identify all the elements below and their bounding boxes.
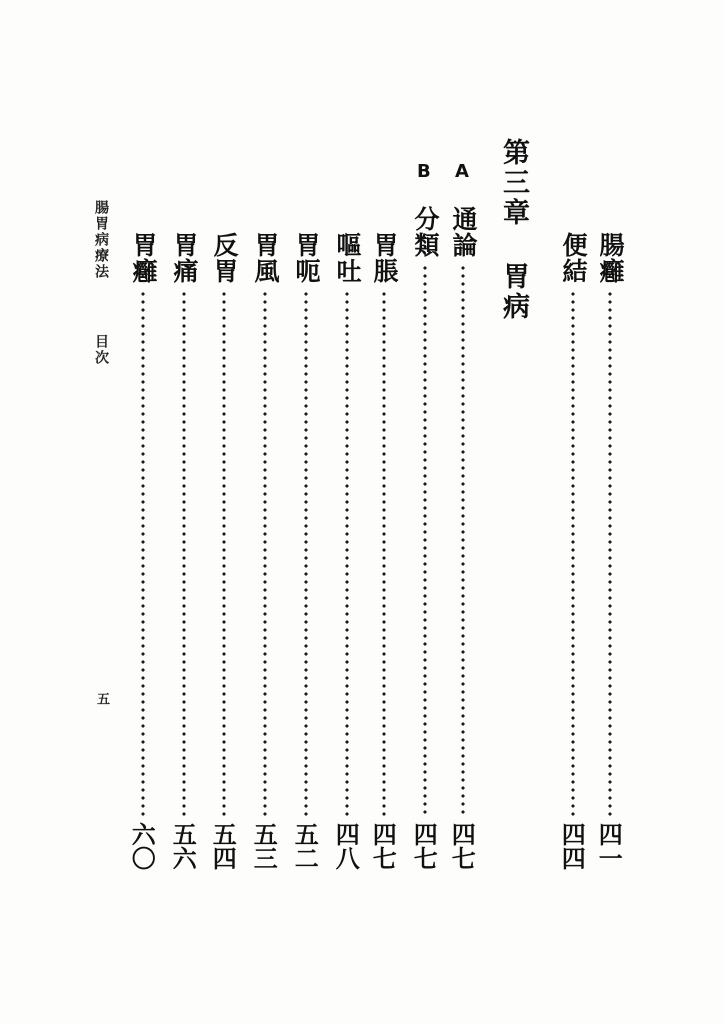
toc-entry-page: 四七 [368,822,398,870]
section-letter: A [455,161,469,182]
page-folio: 五 [94,692,109,705]
leader-dots [222,290,226,818]
toc-entry-page: 五二 [290,822,320,870]
toc-entry-title: 胃癰 [129,232,158,284]
running-header-title: 腸胃病療法 [93,200,109,280]
chapter-label: 第三章 [498,138,529,228]
toc-entry-title: 胃痛 [170,232,199,284]
section-letter: B [417,161,431,182]
toc-section-page: 四七 [447,822,477,870]
toc-entry-page: 五四 [208,822,238,870]
leader-dots [304,290,308,818]
running-header-section: 目次 [93,334,109,366]
toc-entry-page: 六〇 [127,822,157,870]
toc-entry-title: 嘔吐 [333,232,362,284]
toc-entry-title: 胃呃 [292,232,321,284]
toc-entry-title: 胃脹 [370,232,399,284]
toc-entry-page: 四四 [557,822,587,870]
toc-entry-page: 五六 [168,822,198,870]
toc-section-title: 分類 [411,206,440,258]
leader-dots [182,290,186,818]
toc-entry-title: 胃風 [251,232,280,284]
toc-entry-page: 四八 [331,822,361,870]
toc-section-title: 通論 [449,206,478,258]
leader-dots [345,290,349,818]
toc-entry-page: 四一 [594,822,624,870]
leader-dots [608,290,612,818]
leader-dots [461,264,465,818]
toc-entry-title: 便結 [559,232,588,284]
toc-entry-page: 五三 [249,822,279,870]
leader-dots [571,290,575,818]
leader-dots [423,264,427,818]
chapter-title: 胃病 [498,262,529,322]
leader-dots [141,290,145,818]
toc-entry-title: 腸癰 [596,232,625,284]
leader-dots [263,290,267,818]
toc-section-page: 四七 [409,822,439,870]
toc-entry-title: 反胃 [210,232,239,284]
leader-dots [382,290,386,818]
